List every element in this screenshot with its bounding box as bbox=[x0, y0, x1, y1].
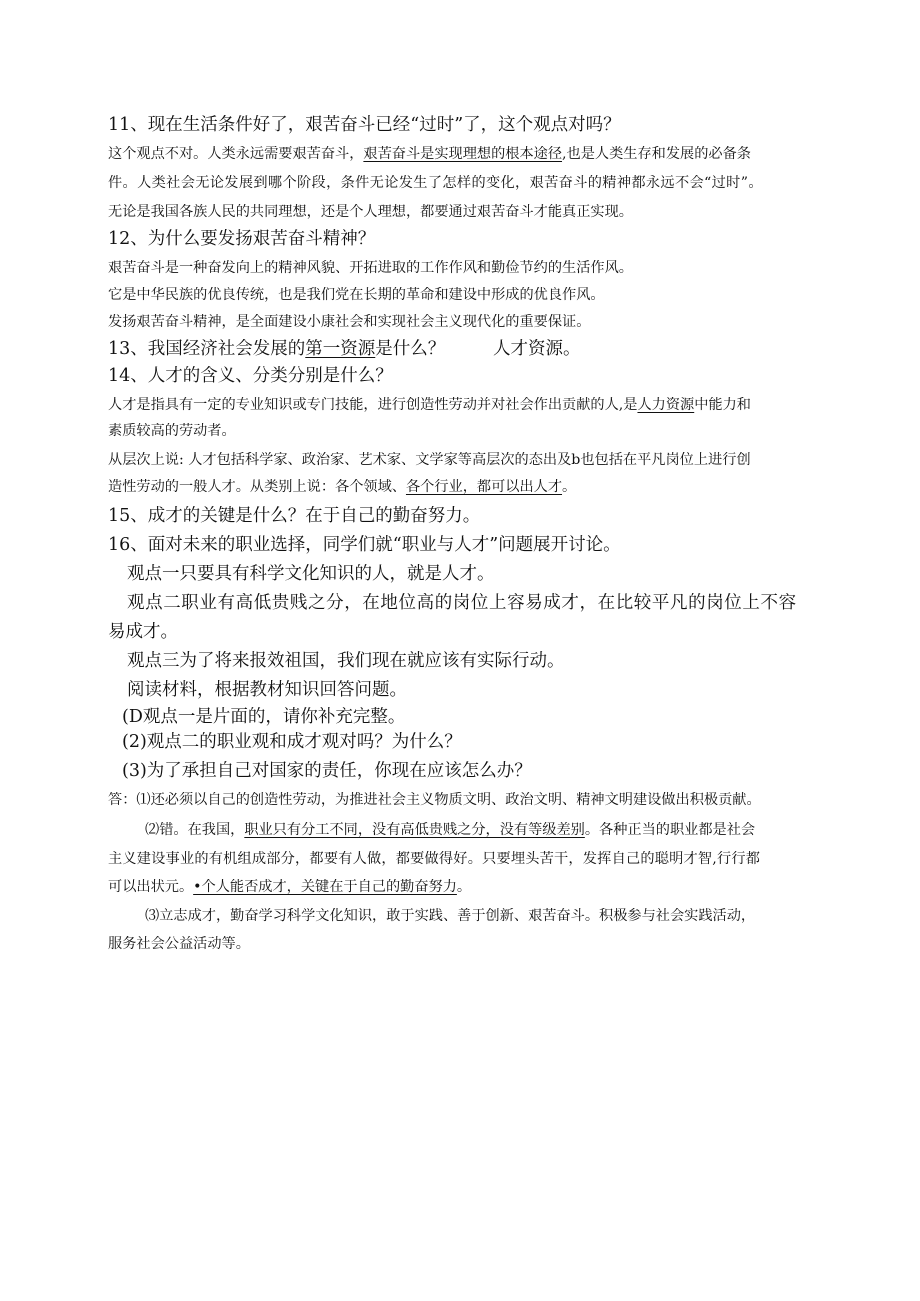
sub-question-2: (2)观点二的职业观和成才观对吗？为什么？ bbox=[122, 732, 462, 752]
q11-answer-line-1 bbox=[108, 146, 751, 163]
question-11-title: 11、现在生活条件好了，艰苦奋斗已经“过时”了，这个观点对吗？ bbox=[108, 115, 621, 135]
question-12-title: 12、为什么要发扬艰苦奋斗精神？ bbox=[108, 229, 376, 249]
answer-text: ⑵错。在我国， bbox=[145, 822, 245, 838]
q14-answer-line-3: 从层次上说: 人才包括科学家、政治家、艺术家、文学家等高层次的态出及b也包括在平凡岗位上进行创 bbox=[108, 452, 751, 468]
reading-instruction: 阅读材料，根据教材知识回答问题。 bbox=[127, 680, 407, 700]
q14-underlined-phrase: 各个行业，都可以出人才 bbox=[405, 479, 563, 495]
sub-question-3: (3)为了承担自己对国家的责任，你现在应该怎么办？ bbox=[122, 761, 532, 781]
q14-text: 造性劳动的一般人才。从类别上说：各个领域、 bbox=[108, 479, 406, 495]
q14-text: 中能力和 bbox=[694, 397, 751, 413]
q12-answer-line-2: 它是中华民族的优良传统，也是我们党在长期的革命和建设中形成的优良作风。 bbox=[108, 287, 605, 303]
answer-text: 。 bbox=[456, 879, 472, 895]
answer-line-6: 服务社会公益活动等。 bbox=[108, 936, 250, 952]
answer-line-2 bbox=[145, 822, 755, 839]
answer-text: 。各种正当的职业都是社会 bbox=[584, 822, 756, 838]
q14-answer-line-2: 素质较高的劳动者。 bbox=[108, 423, 236, 439]
q11-text: ,也是人类生存和发展的必备条 bbox=[562, 146, 751, 162]
answer-underlined-phrase: •个人能否成才，关键在于自己的勤奋努力 bbox=[193, 879, 457, 895]
viewpoint-1: 观点一只要具有科学文化知识的人，就是人才。 bbox=[127, 564, 495, 584]
q14-underlined-phrase: 人力资源 bbox=[637, 397, 695, 413]
q14-answer-line-1 bbox=[108, 397, 751, 414]
viewpoint-3: 观点三为了将来报效祖国，我们现在就应该有实际行动。 bbox=[127, 651, 565, 671]
q12-answer-line-3: 发扬艰苦奋斗精神，是全面建设小康社会和实现社会主义现代化的重要保证。 bbox=[108, 314, 591, 330]
q13-text: 是什么？ bbox=[375, 339, 446, 359]
question-16-title: 16、面对未来的职业选择，同学们就“职业与人才”问题展开讨论。 bbox=[108, 535, 621, 555]
viewpoint-2-line-2: 易成才。 bbox=[108, 622, 178, 642]
sub-question-1: (D观点一是片面的，请你补充完整。 bbox=[122, 707, 406, 727]
answer-line-4 bbox=[108, 879, 471, 896]
q14-answer-line-4 bbox=[108, 479, 576, 496]
q11-answer-line-2: 件。人类社会无论发展到哪个阶段，条件无论发生了怎样的变化，艰苦奋斗的精神都永远不会“过时”。 bbox=[108, 175, 763, 191]
q11-answer-line-3: 无论是我国各族人民的共同理想，还是个人理想，都要通过艰苦奋斗才能真正实现。 bbox=[108, 204, 633, 220]
question-14-title: 14、人才的含义、分类分别是什么？ bbox=[108, 366, 393, 386]
viewpoint-2-line-1: 观点二职业有高低贵贱之分，在地位高的岗位上容易成才，在比较平凡的岗位上不容 bbox=[127, 593, 797, 613]
answer-underlined-phrase: 职业只有分工不同，没有高低贵贱之分，没有等级差别 bbox=[244, 822, 585, 838]
question-13 bbox=[108, 339, 445, 360]
answer-line-1: 答：⑴还必须以自己的创造性劳动，为推进社会主义物质文明、政治文明、精神文明建设做出积极贡献。 bbox=[108, 792, 761, 808]
q11-underlined-phrase: 艰苦奋斗是实现理想的根本途径 bbox=[363, 146, 563, 162]
q12-answer-line-1: 艰苦奋斗是一种奋发向上的精神风貌、开拓进取的工作作风和勤俭节约的生活作风。 bbox=[108, 260, 633, 276]
q13-underlined-phrase: 第一资源 bbox=[305, 339, 376, 359]
question-13-answer: 人才资源。 bbox=[493, 339, 581, 359]
q11-text: 这个观点不对。人类永远需要艰苦奋斗， bbox=[108, 146, 364, 162]
q14-text: 。 bbox=[562, 479, 577, 495]
question-15: 15、成才的关键是什么？在于自己的勤奋努力。 bbox=[108, 506, 481, 526]
q13-text: 13、我国经济社会发展的 bbox=[108, 339, 306, 359]
answer-line-3: 主义建设事业的有机组成部分，都要有人做，都要做得好。只要埋头苦干，发挥自己的聪明才智,行行都 bbox=[108, 851, 761, 867]
q14-text: 人才是指具有一定的专业知识或专门技能，进行创造性劳动并对社会作出贡献的人,是 bbox=[108, 397, 638, 413]
answer-line-5: ⑶立志成才，勤奋学习科学文化知识，敢于实践、善于创新、艰苦奋斗。积极参与社会实践活动， bbox=[145, 908, 756, 924]
answer-text: 可以出状元。 bbox=[108, 879, 194, 895]
